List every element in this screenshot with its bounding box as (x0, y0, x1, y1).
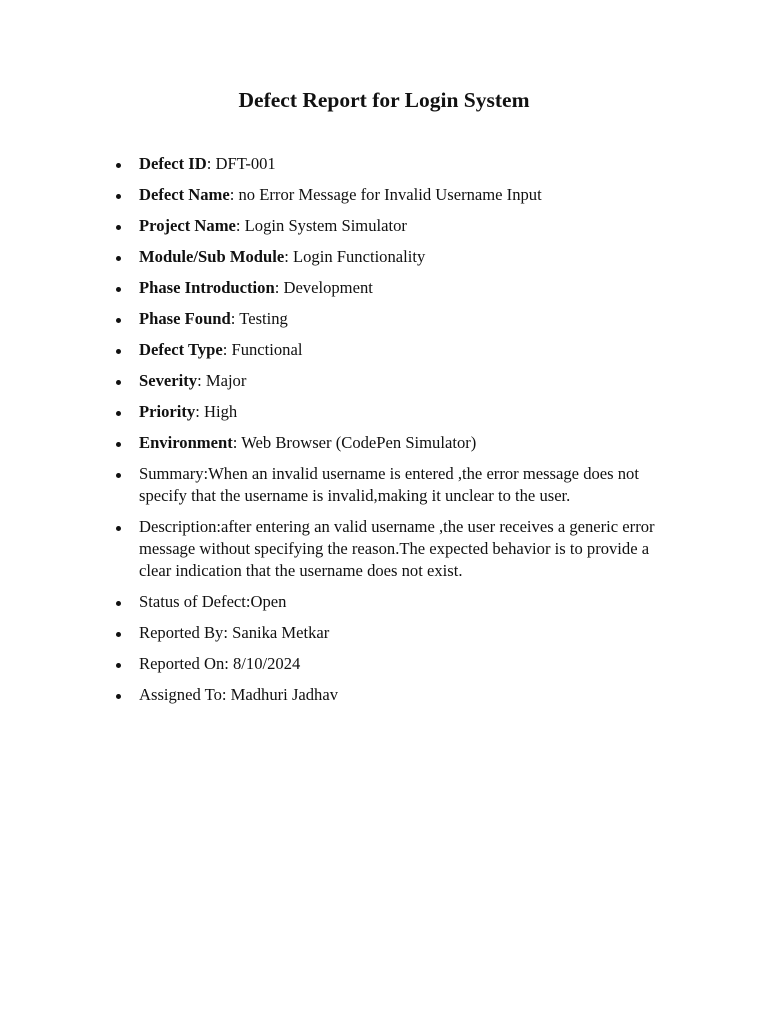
field-defect-id (0, 153, 768, 175)
field-defect-name (0, 184, 768, 206)
field-label: Priority (139, 402, 196, 421)
description-item: Description:after entering an valid username ,the user receives a generic error message without specifying the reason.The expected behavior is to provide a clear indication that the username does not exist. (0, 516, 768, 582)
field-value: : Web Browser (CodePen Simulator) (232, 433, 477, 452)
defect-field-list (0, 153, 768, 715)
field-value: : no Error Message for Invalid Username Input (229, 185, 542, 204)
field-phase-introduction (0, 277, 768, 299)
page-title: Defect Report for Login System (238, 88, 530, 112)
reported-by-item: Reported By: Sanika Metkar (0, 622, 768, 644)
field-value: : Login Functionality (284, 247, 426, 266)
field-priority (0, 401, 768, 423)
field-label: Module/Sub Module (139, 247, 285, 266)
field-label: Phase Found (139, 309, 231, 328)
field-module (0, 246, 768, 268)
field-label: Defect Name (139, 185, 230, 204)
field-phase-found (0, 308, 768, 330)
field-severity (0, 370, 768, 392)
field-label: Defect ID (139, 154, 207, 173)
assigned-to-item: Assigned To: Madhuri Jadhav (0, 684, 768, 706)
field-defect-type (0, 339, 768, 361)
field-label: Defect Type (139, 340, 223, 359)
field-value: : Major (197, 371, 247, 390)
field-value: : Development (274, 278, 373, 297)
reported-on-item: Reported On: 8/10/2024 (0, 653, 768, 675)
field-project-name (0, 215, 768, 237)
status-item: Status of Defect:Open (0, 591, 768, 613)
field-label: Phase Introduction (139, 278, 275, 297)
field-label: Severity (139, 371, 198, 390)
field-label: Project Name (139, 216, 236, 235)
summary-item: Summary:When an invalid username is entered ,the error message does not specify that the username is invalid,making it unclear to the user. (0, 463, 768, 507)
field-value: : Testing (230, 309, 288, 328)
field-value: : High (195, 402, 238, 421)
field-value: : DFT-001 (206, 154, 276, 173)
field-label: Environment (139, 433, 233, 452)
field-value: : Functional (222, 340, 303, 359)
field-environment (0, 432, 768, 454)
field-value: : Login System Simulator (235, 216, 407, 235)
